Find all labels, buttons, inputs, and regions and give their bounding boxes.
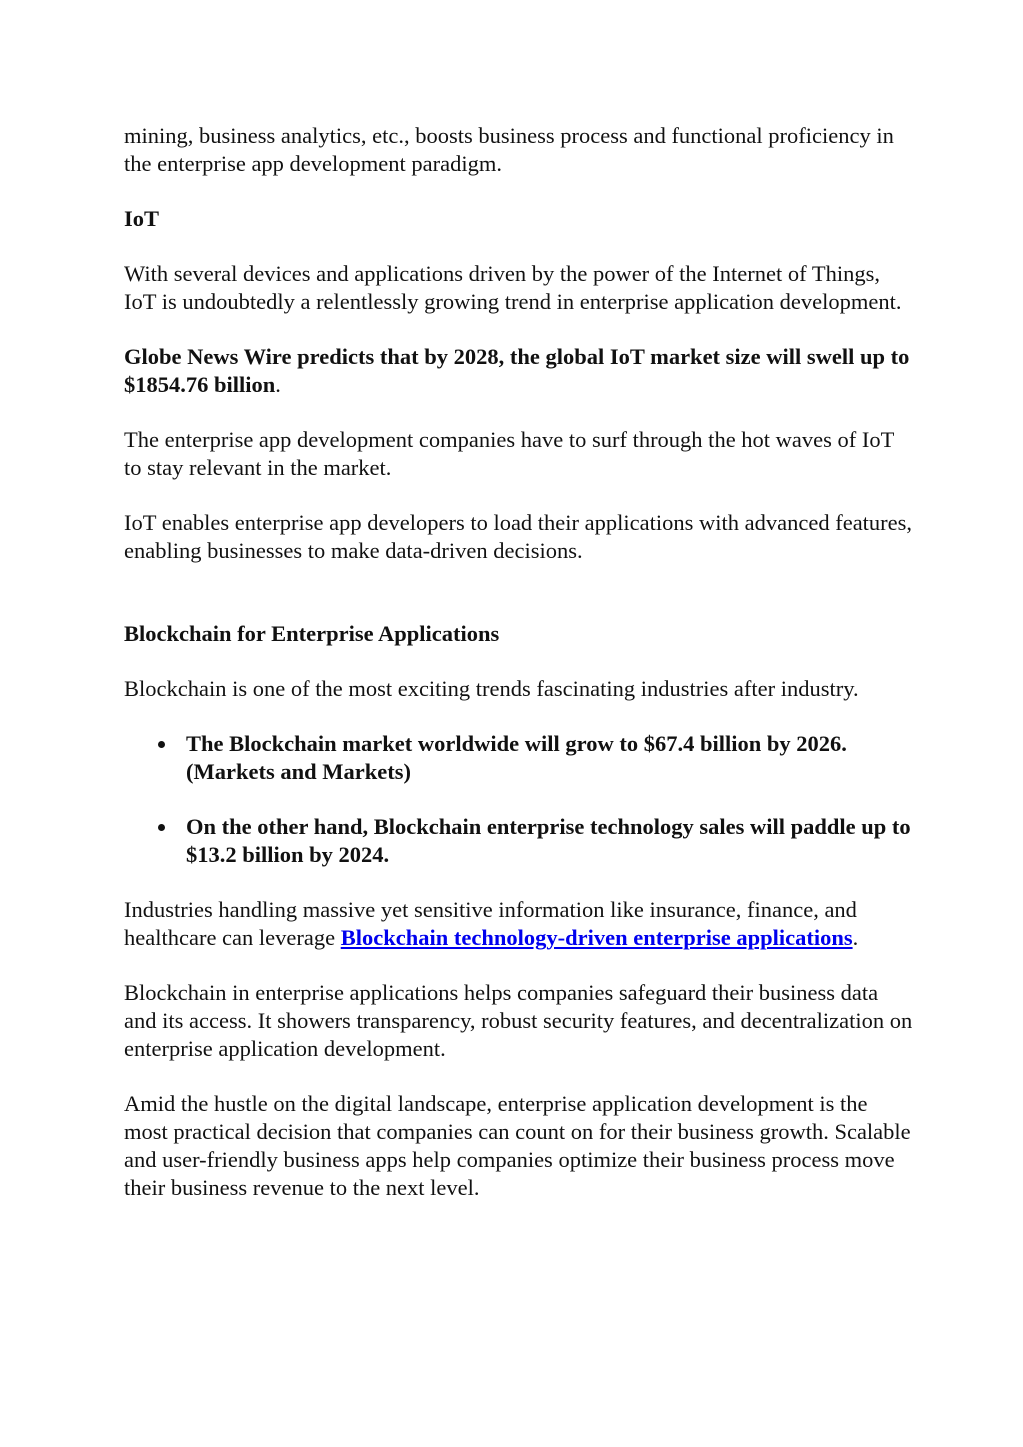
bullet-icon	[158, 824, 165, 831]
blockchain-paragraph-2-text: Industries handling massive yet sensitive information like insurance, finance, and healthcare can leverage	[124, 897, 857, 950]
list-item-text: The Blockchain market worldwide will grow to $67.4 billion by 2026. (Markets and Markets)	[186, 731, 847, 784]
list-item	[124, 813, 914, 869]
iot-paragraph-1: With several devices and applications driven by the power of the Internet of Things, IoT is undoubtedly a relentlessly growing trend in enterprise application development.	[124, 261, 902, 314]
blockchain-paragraph-1: Blockchain is one of the most exciting trends fascinating industries after industry.	[124, 676, 859, 701]
iot-stat-bold: Globe News Wire predicts that by 2028, the global IoT market size will swell up to $1854.76 billion	[124, 344, 910, 397]
blockchain-stats-list	[124, 730, 914, 869]
blockchain-paragraph-3: Blockchain in enterprise applications helps companies safeguard their business data and its access. It showers transparency, robust security features, and decentralization on enterprise application development.	[124, 980, 913, 1061]
iot-paragraph-2: The enterprise app development companies have to surf through the hot waves of IoT to stay relevant in the market.	[124, 427, 894, 480]
blockchain-paragraph-2	[124, 896, 914, 952]
blockchain-heading: Blockchain for Enterprise Applications	[124, 621, 500, 646]
document-page	[124, 122, 914, 1229]
list-item	[124, 730, 914, 786]
iot-stat-paragraph	[124, 343, 914, 399]
iot-heading: IoT	[124, 206, 160, 231]
iot-stat-tail: .	[275, 372, 281, 397]
list-item-text: On the other hand, Blockchain enterprise technology sales will paddle up to $13.2 billion by 2024.	[186, 814, 911, 867]
blockchain-paragraph-4: Amid the hustle on the digital landscape, enterprise application development is the most practical decision that companies can count on for their business growth. Scalable and user-friendly business apps help companies optimize their business process move their business revenue to the next level.	[124, 1091, 911, 1200]
blockchain-paragraph-2-tail: .	[852, 925, 859, 950]
intro-paragraph: mining, business analytics, etc., boosts business process and functional proficiency in the enterprise app development paradigm.	[124, 123, 894, 176]
iot-paragraph-3: IoT enables enterprise app developers to load their applications with advanced features, enabling businesses to make data-driven decisions.	[124, 510, 913, 563]
bullet-icon	[158, 741, 165, 748]
blockchain-apps-link[interactable]: Blockchain technology-driven enterprise applications	[340, 925, 853, 950]
